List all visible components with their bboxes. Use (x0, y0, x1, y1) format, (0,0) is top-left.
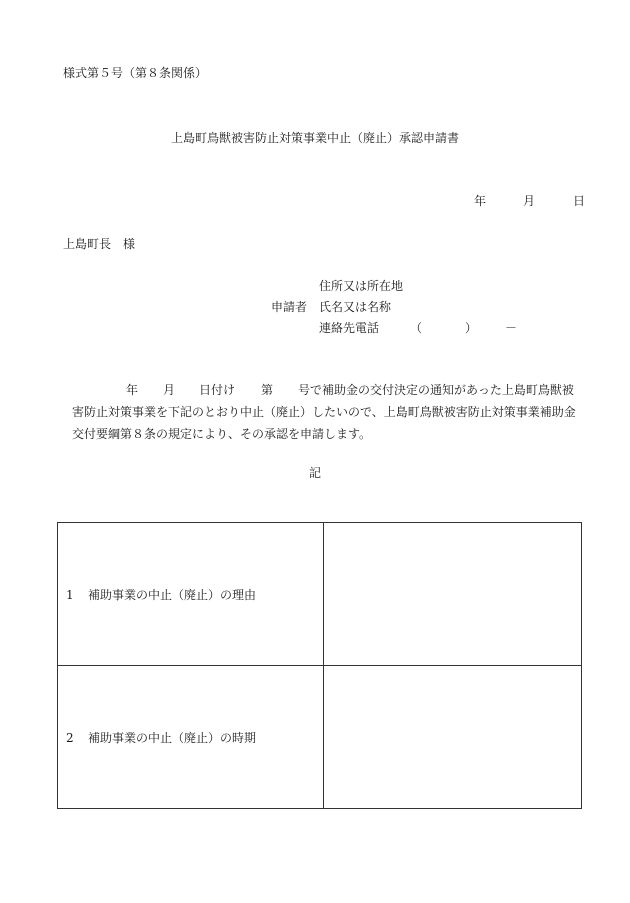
body-day-label: 日付け (199, 383, 236, 397)
addressee: 上島町長 様 (63, 237, 136, 251)
phone-field-label: 連絡先電話 (319, 321, 380, 335)
item-label: 補助事業の中止（廃止）の理由 (88, 587, 257, 602)
table-row (58, 666, 582, 809)
body-line-2: 害防止対策事業を下記のとおり中止（廃止）したいので、上島町鳥獣被害防止対策事業補助金 (72, 405, 576, 419)
body-line-3: 交付要綱第８条の規定により、その承認を申請します。 (72, 427, 372, 441)
item-number: 2 (66, 730, 74, 745)
document-title: 上島町鳥獣被害防止対策事業中止（廃止）承認申請書 (170, 131, 459, 145)
date-day-label: 日 (573, 194, 586, 208)
phone-close-paren: ） (465, 321, 478, 335)
item-label: 補助事業の中止（廃止）の時期 (88, 730, 257, 745)
body-month-label: 月 (163, 383, 176, 397)
body-line-1: 号で補助金の交付決定の通知があった上島町鳥獣被 (298, 383, 574, 397)
name-field-label: 氏名又は名称 (319, 300, 392, 314)
ki-heading: 記 (308, 466, 321, 480)
timing-value-cell[interactable] (324, 666, 582, 809)
table-row (58, 523, 582, 666)
items-table (57, 522, 582, 809)
applicant-role-label: 申請者 (271, 300, 308, 314)
phone-dash: － (505, 321, 518, 335)
form-number: 様式第５号（第８条関係） (63, 66, 208, 80)
item-number: 1 (66, 587, 74, 602)
body-year-label: 年 (126, 383, 139, 397)
item-label-cell (58, 666, 324, 809)
address-field-label: 住所又は所在地 (319, 279, 404, 293)
date-month-label: 月 (523, 194, 536, 208)
item-label-cell (58, 523, 324, 666)
reason-value-cell[interactable] (324, 523, 582, 666)
body-number-label: 第 (261, 383, 274, 397)
phone-open-paren: （ (410, 321, 423, 335)
date-year-label: 年 (474, 194, 487, 208)
